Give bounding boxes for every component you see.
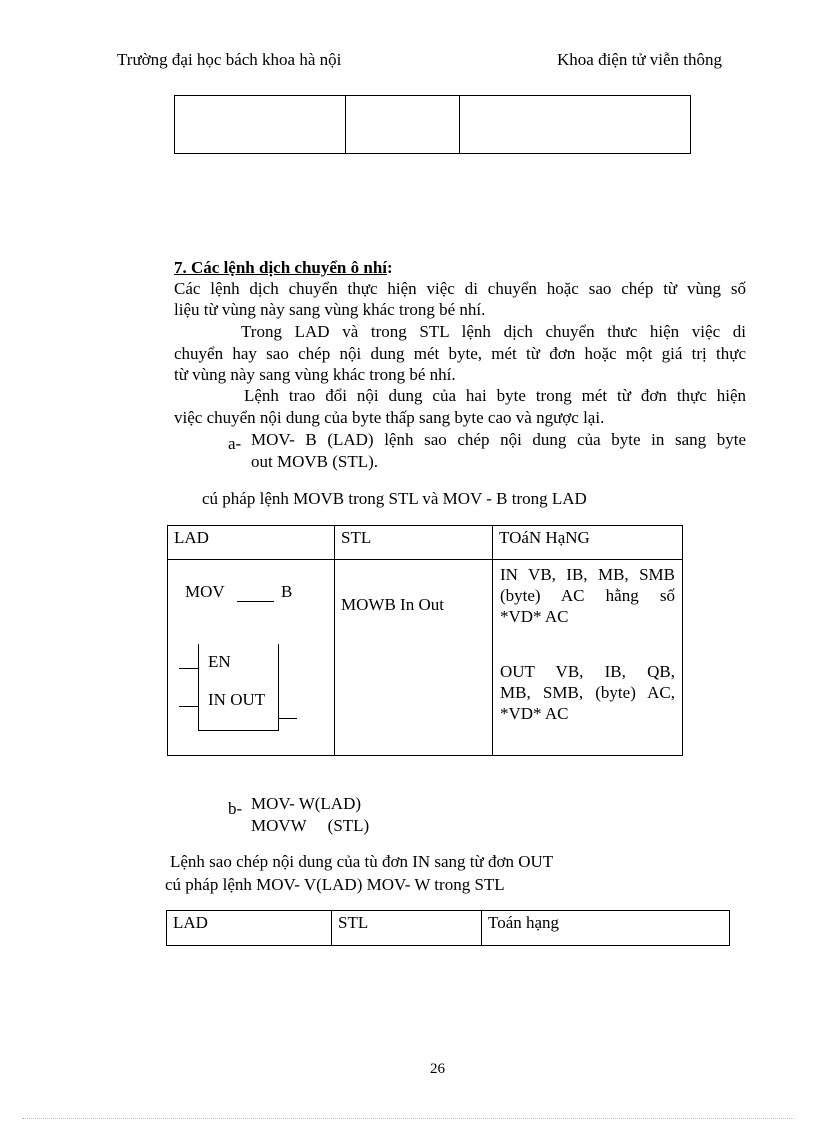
list-item-a-line: out MOVB (STL). — [251, 452, 379, 471]
syntax-table-movw — [166, 910, 730, 946]
lad-in-out-label: IN OUT — [208, 690, 266, 709]
lad-diagram — [168, 560, 322, 756]
section-heading — [174, 257, 393, 279]
page-bottom-rule — [22, 1118, 794, 1119]
top-table-cell — [346, 96, 460, 154]
paragraph-line: liệu từ vùng này sang vùng khác trong bé nhí. — [174, 300, 486, 319]
syntax-table-movb — [167, 525, 683, 756]
page-number: 26 — [430, 1061, 445, 1077]
operand-in-line: (byte) AC hằng số — [500, 586, 675, 605]
operand-out-line: *VD* AC — [500, 704, 569, 723]
section-heading-text: 7. Các lệnh dịch chuyển ô nhí — [174, 258, 388, 277]
header-school: Trường đại học bách khoa hà nội — [117, 50, 342, 69]
table-header-lad: LAD — [168, 526, 335, 560]
list-item-a-line: MOV- B (LAD) lệnh sao chép nội dung của byte in sang byte — [251, 430, 746, 449]
paragraph-line: Trong LAD và trong STL lệnh dịch chuyển thưc hiện việc di — [241, 322, 746, 341]
table-header-operand: TOáN HạNG — [493, 526, 683, 560]
operand-cell — [493, 560, 683, 756]
table2-header-stl: STL — [332, 911, 482, 946]
list-item-b-line: MOV- W(LAD) — [251, 794, 362, 813]
lad-in-wire — [179, 706, 198, 707]
header-faculty: Khoa điện tử viễn thông — [557, 50, 723, 69]
paragraph-line: Các lệnh dịch chuyển thực hiện việc di chuyển hoặc sao chép từ vùng số — [174, 279, 746, 298]
paragraph-line: chuyển hay sao chép nội dung mét byte, mét từ đơn hoặc một giá trị thực — [174, 344, 746, 363]
table2-header-lad: LAD — [167, 911, 332, 946]
lad-mov-label: MOV — [185, 582, 225, 601]
lad-en-wire — [179, 668, 198, 669]
paragraph-line: Lệnh trao đổi nội dung của hai byte trong mét từ đơn thực hiện — [244, 386, 746, 405]
lad-en-label: EN — [208, 652, 231, 671]
table2-header-operand: Toán hạng — [482, 911, 730, 946]
stl-cell: MOWB In Out — [335, 560, 493, 756]
top-table-cell — [460, 96, 691, 154]
paragraph-b-line: Lệnh sao chép nội dung của tù đơn IN sang từ đơn OUT — [170, 852, 554, 871]
top-empty-table — [174, 95, 691, 154]
syntax-caption-a: cú pháp lệnh MOVB trong STL và MOV - B trong LAD — [202, 489, 587, 508]
section-heading-colon: : — [387, 258, 393, 277]
list-marker-b: b- — [228, 799, 243, 818]
lad-cell — [168, 560, 335, 756]
operand-in-line: IN VB, IB, MB, SMB — [500, 565, 675, 584]
paragraph-line: từ vùng này sang vùng khác trong bé nhí. — [174, 365, 456, 384]
table-header-stl: STL — [335, 526, 493, 560]
lad-name-underscore — [237, 601, 274, 602]
lad-b-label: B — [281, 582, 293, 601]
list-marker-a: a- — [228, 434, 242, 453]
paragraph-b-line: cú pháp lệnh MOV- V(LAD) MOV- W trong STL — [165, 875, 505, 894]
operand-out-line: MB, SMB, (byte) AC, — [500, 683, 675, 702]
operand-out-line: OUT VB, IB, QB, — [500, 662, 675, 681]
top-table-cell — [175, 96, 346, 154]
list-item-b-line: MOVW (STL) — [251, 816, 370, 835]
operand-in-line: *VD* AC — [500, 607, 569, 626]
lad-out-wire — [278, 718, 297, 719]
paragraph-line: việc chuyển nội dung của byte thấp sang byte cao và ngược lại. — [174, 408, 605, 427]
